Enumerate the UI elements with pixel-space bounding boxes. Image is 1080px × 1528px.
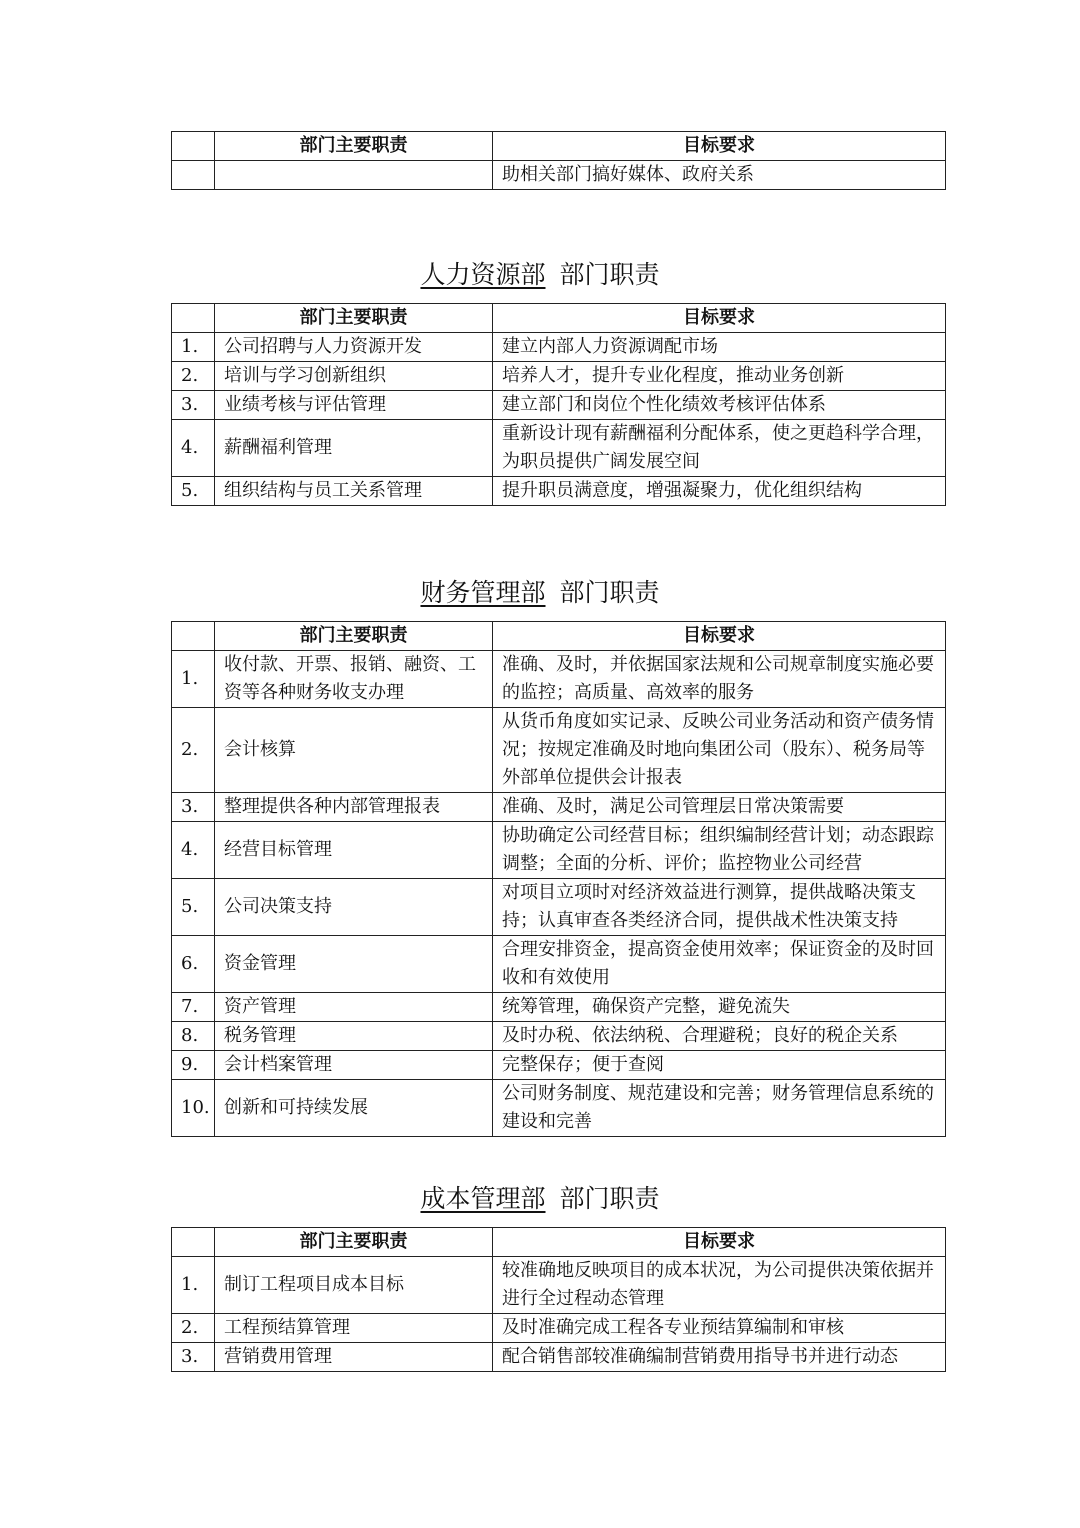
- row-number: 9.: [172, 1051, 215, 1080]
- row-duty: 收付款、开票、报销、融资、工资等各种财务收支办理: [215, 651, 493, 708]
- row-number: [172, 161, 215, 190]
- header-goal: 目标要求: [493, 304, 946, 333]
- hr-duty-table: [171, 303, 946, 506]
- row-goal: 准确、及时，满足公司管理层日常决策需要: [493, 793, 946, 822]
- cost-dept-name: 成本管理部: [420, 1184, 546, 1213]
- table-row: [172, 822, 946, 879]
- table-row: [172, 333, 946, 362]
- row-duty: 会计档案管理: [215, 1051, 493, 1080]
- row-goal: 准确、及时，并依据国家法规和公司规章制度实施必要的监控；高质量、高效率的服务: [493, 651, 946, 708]
- row-number: 1.: [172, 651, 215, 708]
- row-duty: 资金管理: [215, 936, 493, 993]
- finance-table-block: [171, 621, 945, 1137]
- row-number: 3.: [172, 793, 215, 822]
- table-row: [172, 477, 946, 506]
- table-row: [172, 879, 946, 936]
- row-goal: 及时准确完成工程各专业预结算编制和审核: [493, 1314, 946, 1343]
- row-duty: [215, 161, 493, 190]
- row-number: 10.: [172, 1080, 215, 1137]
- row-duty: 公司招聘与人力资源开发: [215, 333, 493, 362]
- row-goal: 提升职员满意度，增强凝聚力，优化组织结构: [493, 477, 946, 506]
- hr-section-title: [0, 258, 1080, 292]
- row-goal: 对项目立项时对经济效益进行测算，提供战略决策支持；认真审查各类经济合同，提供战术性决策支持: [493, 879, 946, 936]
- table-header-row: [172, 622, 946, 651]
- row-goal: 配合销售部较准确编制营销费用指导书并进行动态: [493, 1343, 946, 1372]
- row-duty: 会计核算: [215, 708, 493, 793]
- table-row: [172, 1257, 946, 1314]
- table-row: [172, 708, 946, 793]
- table-row: [172, 1343, 946, 1372]
- header-duty: 部门主要职责: [215, 622, 493, 651]
- table-row: [172, 161, 946, 190]
- hr-table-block: [171, 303, 945, 506]
- row-goal: 建立部门和岗位个性化绩效考核评估体系: [493, 391, 946, 420]
- finance-section-title: [0, 576, 1080, 610]
- table-row: [172, 362, 946, 391]
- row-goal: 助相关部门搞好媒体、政府关系: [493, 161, 946, 190]
- header-num: [172, 622, 215, 651]
- table-row: [172, 1080, 946, 1137]
- header-goal: 目标要求: [493, 622, 946, 651]
- row-number: 1.: [172, 1257, 215, 1314]
- row-number: 2.: [172, 362, 215, 391]
- header-num: [172, 132, 215, 161]
- row-number: 2.: [172, 1314, 215, 1343]
- row-goal: 完整保存；便于查阅: [493, 1051, 946, 1080]
- row-duty: 经营目标管理: [215, 822, 493, 879]
- row-goal: 从货币角度如实记录、反映公司业务活动和资产债务情况；按规定准确及时地向集团公司（股东）、税务局等外部单位提供会计报表: [493, 708, 946, 793]
- header-duty: 部门主要职责: [215, 132, 493, 161]
- row-goal: 及时办税、依法纳税、合理避税；良好的税企关系: [493, 1022, 946, 1051]
- row-number: 4.: [172, 822, 215, 879]
- cost-title-suffix: 部门职责: [559, 1184, 660, 1213]
- row-number: 5.: [172, 879, 215, 936]
- row-duty: 公司决策支持: [215, 879, 493, 936]
- row-number: 4.: [172, 420, 215, 477]
- cost-duty-table: [171, 1227, 946, 1372]
- row-goal: 培养人才，提升专业化程度，推动业务创新: [493, 362, 946, 391]
- row-number: 8.: [172, 1022, 215, 1051]
- top-duty-table: [171, 131, 946, 190]
- row-goal: 公司财务制度、规范建设和完善；财务管理信息系统的建设和完善: [493, 1080, 946, 1137]
- row-duty: 业绩考核与评估管理: [215, 391, 493, 420]
- row-duty: 资产管理: [215, 993, 493, 1022]
- row-number: 6.: [172, 936, 215, 993]
- row-duty: 组织结构与员工关系管理: [215, 477, 493, 506]
- row-duty: 薪酬福利管理: [215, 420, 493, 477]
- finance-title-suffix: 部门职责: [559, 578, 660, 607]
- cost-table-block: [171, 1227, 945, 1372]
- table-row: [172, 651, 946, 708]
- row-number: 7.: [172, 993, 215, 1022]
- table-row: [172, 391, 946, 420]
- table-row: [172, 993, 946, 1022]
- row-duty: 培训与学习创新组织: [215, 362, 493, 391]
- row-number: 3.: [172, 391, 215, 420]
- hr-dept-name: 人力资源部: [420, 260, 546, 289]
- top-table-block: [171, 131, 945, 190]
- row-duty: 营销费用管理: [215, 1343, 493, 1372]
- row-goal: 建立内部人力资源调配市场: [493, 333, 946, 362]
- row-goal: 重新设计现有薪酬福利分配体系，使之更趋科学合理，为职员提供广阔发展空间: [493, 420, 946, 477]
- row-duty: 工程预结算管理: [215, 1314, 493, 1343]
- header-duty: 部门主要职责: [215, 304, 493, 333]
- cost-section-title: [0, 1182, 1080, 1216]
- row-goal: 较准确地反映项目的成本状况，为公司提供决策依据并进行全过程动态管理: [493, 1257, 946, 1314]
- header-goal: 目标要求: [493, 132, 946, 161]
- row-goal: 协助确定公司经营目标；组织编制经营计划；动态跟踪调整；全面的分析、评价；监控物业公司经营: [493, 822, 946, 879]
- table-header-row: [172, 1228, 946, 1257]
- row-goal: 统筹管理，确保资产完整，避免流失: [493, 993, 946, 1022]
- row-number: 1.: [172, 333, 215, 362]
- hr-title-suffix: 部门职责: [559, 260, 660, 289]
- table-header-row: [172, 304, 946, 333]
- table-row: [172, 1051, 946, 1080]
- row-number: 2.: [172, 708, 215, 793]
- row-duty: 整理提供各种内部管理报表: [215, 793, 493, 822]
- header-duty: 部门主要职责: [215, 1228, 493, 1257]
- row-duty: 制订工程项目成本目标: [215, 1257, 493, 1314]
- table-row: [172, 420, 946, 477]
- header-num: [172, 1228, 215, 1257]
- header-goal: 目标要求: [493, 1228, 946, 1257]
- row-number: 3.: [172, 1343, 215, 1372]
- finance-duty-table: [171, 621, 946, 1137]
- table-header-row: [172, 132, 946, 161]
- row-number: 5.: [172, 477, 215, 506]
- row-duty: 创新和可持续发展: [215, 1080, 493, 1137]
- table-row: [172, 1022, 946, 1051]
- row-goal: 合理安排资金，提高资金使用效率；保证资金的及时回收和有效使用: [493, 936, 946, 993]
- finance-dept-name: 财务管理部: [420, 578, 546, 607]
- header-num: [172, 304, 215, 333]
- table-row: [172, 936, 946, 993]
- table-row: [172, 1314, 946, 1343]
- table-row: [172, 793, 946, 822]
- row-duty: 税务管理: [215, 1022, 493, 1051]
